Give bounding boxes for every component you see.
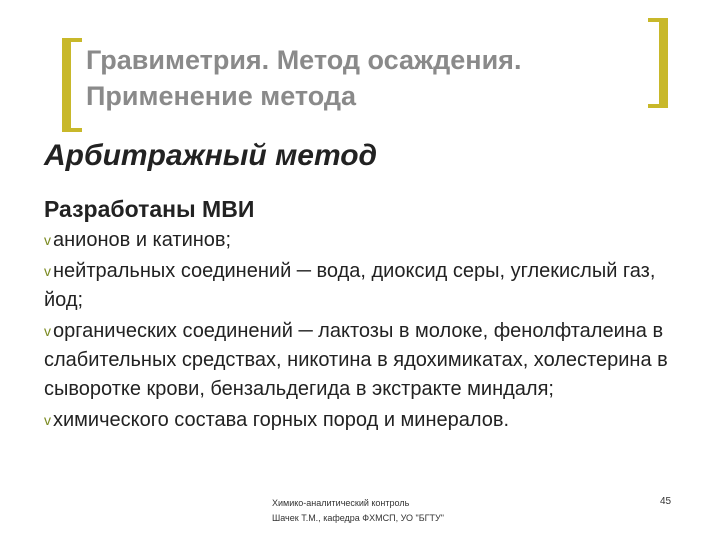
right-bracket-decoration — [648, 18, 668, 108]
right-bracket-bar — [659, 18, 668, 108]
list-item-text: органических соединений ─ лактозы в молоке, фенолфталеина в слабительных средствах, никотина в ядохимикатах, холестерина в сыворотке крови, бензальдегида в экстракте миндаля; — [44, 320, 668, 400]
slide-footer — [272, 496, 444, 526]
list-item — [44, 257, 684, 315]
left-bracket-top — [62, 38, 82, 42]
list-item — [44, 406, 684, 435]
list-item-text: анионов и катинов; — [53, 229, 232, 251]
right-bracket-bottom — [648, 104, 668, 108]
footer-line1: Химико-аналитический контроль — [272, 498, 410, 508]
list-item-text: нейтральных соединений ─ вода, диоксид серы, углекислый газ, йод; — [44, 260, 656, 311]
lead-text: Разработаны МВИ — [44, 196, 255, 222]
v-checkmark-bullet-icon: v — [44, 232, 51, 248]
footer-line2: Шачек Т.М., кафедра ФХМСП, УО "БГТУ" — [272, 513, 444, 523]
slide-title — [86, 42, 646, 114]
slide-title-line1: Гравиметрия. Метод осаждения. — [86, 45, 522, 75]
right-bracket-top — [648, 18, 668, 22]
page-number: 45 — [660, 496, 672, 507]
left-bracket-bar — [62, 38, 71, 132]
v-checkmark-bullet-icon: v — [44, 412, 51, 428]
list-item — [44, 226, 684, 255]
slide-title-line2: Применение метода — [86, 81, 357, 111]
v-checkmark-bullet-icon: v — [44, 323, 51, 339]
bullet-list — [44, 226, 684, 437]
slide-subtitle: Арбитражный метод — [44, 139, 378, 172]
list-item-text: химического состава горных пород и минералов. — [53, 409, 510, 431]
v-checkmark-bullet-icon: v — [44, 263, 51, 279]
list-item — [44, 317, 684, 404]
left-bracket-decoration — [62, 38, 82, 132]
left-bracket-bottom — [62, 128, 82, 132]
